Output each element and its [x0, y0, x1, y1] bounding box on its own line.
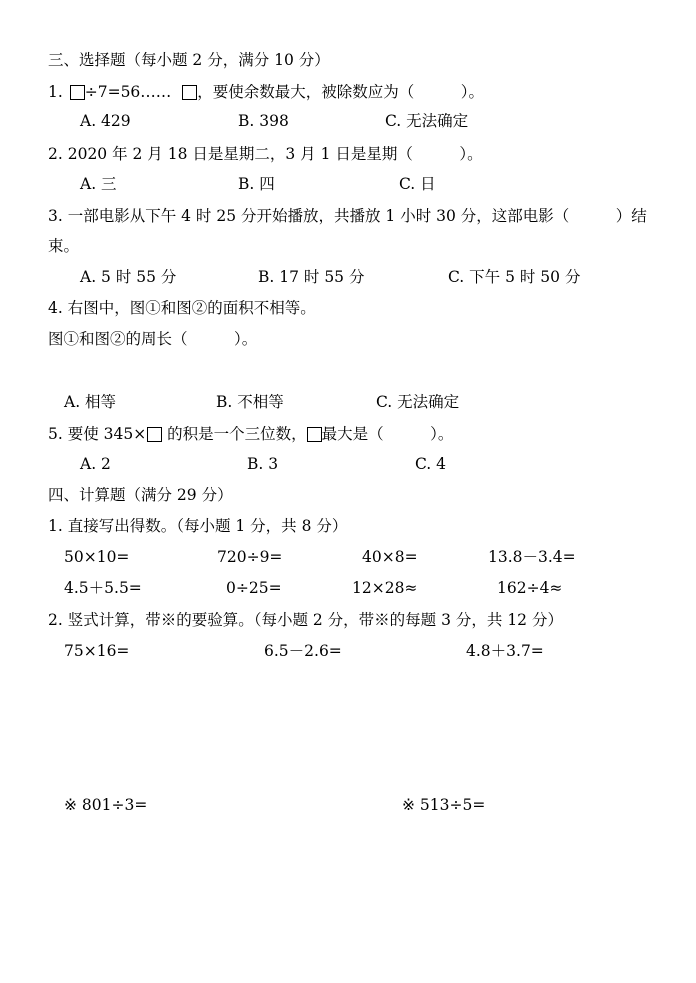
question-5 [48, 424, 453, 444]
answer-box[interactable] [182, 85, 197, 100]
question-4-option-c[interactable]: C. 无法确定 [376, 393, 460, 411]
vertical-calc-item: 75×16= [64, 642, 130, 660]
section4-part2-title: 2. 竖式计算，带※的要验算。（每小题 2 分，带※的每题 3 分，共 12 分） [48, 611, 563, 629]
calc-item: 12×28≈ [352, 579, 418, 597]
calc-item: 50×10= [64, 548, 130, 566]
question-1-text-b: ，要使余数最大，被除数应为（ ）。 [197, 83, 484, 101]
question-3-text-line1: 3. 一部电影从下午 4 时 25 分开始播放，共播放 1 小时 30 分，这部电影（ ）结 [48, 207, 647, 225]
calc-item: 4.5＋5.5= [64, 579, 142, 597]
question-5-text-a: 5. 要使 345× [48, 425, 147, 443]
calc-item: 720÷9= [217, 548, 283, 566]
question-4-option-b[interactable]: B. 不相等 [216, 393, 284, 411]
calc-item: 0÷25= [226, 579, 282, 597]
calc-item: 162÷4≈ [497, 579, 563, 597]
question-3-text-line2: 束。 [48, 237, 80, 255]
vertical-calc-item: 4.8＋3.7= [466, 642, 544, 660]
calc-item: 13.8－3.4= [488, 548, 576, 566]
question-5-text-b: 的积是一个三位数， [162, 425, 307, 443]
question-2-text: 2. 2020 年 2 月 18 日是星期二，3 月 1 日是星期（ ）。 [48, 145, 483, 163]
question-3-option-a[interactable]: A. 5 时 55 分 [80, 268, 177, 286]
question-5-option-b[interactable]: B. 3 [247, 455, 279, 473]
question-3-option-b[interactable]: B. 17 时 55 分 [258, 268, 365, 286]
calc-item: 40×8= [362, 548, 418, 566]
question-2-option-b[interactable]: B. 四 [238, 175, 275, 193]
section3-title: 三、选择题（每小题 2 分，满分 10 分） [48, 51, 330, 69]
question-5-option-a[interactable]: A. 2 [80, 455, 111, 473]
question-4-option-a[interactable]: A. 相等 [64, 393, 117, 411]
question-4-text-line1: 4. 右图中，图①和图②的面积不相等。 [48, 299, 316, 317]
question-2-option-c[interactable]: C. 日 [399, 175, 436, 193]
question-5-option-c[interactable]: C. 4 [415, 455, 447, 473]
question-5-text-c: 最大是（ ）。 [321, 425, 454, 443]
question-4-text-line2: 图①和图②的周长（ ）。 [48, 330, 258, 348]
question-1-option-c[interactable]: C. 无法确定 [385, 112, 469, 130]
question-1 [48, 82, 484, 102]
vertical-calc-item-verify: ※ 513÷5= [402, 796, 486, 814]
question-1-option-a[interactable]: A. 429 [80, 112, 131, 130]
section4-part1-title: 1. 直接写出得数。（每小题 1 分，共 8 分） [48, 517, 348, 535]
vertical-calc-item-verify: ※ 801÷3= [64, 796, 148, 814]
section4-title: 四、计算题（满分 29 分） [48, 486, 233, 504]
question-3-option-c[interactable]: C. 下午 5 时 50 分 [448, 268, 581, 286]
question-1-text-a: ÷7=56…… [84, 83, 172, 101]
answer-box[interactable] [70, 85, 85, 100]
vertical-calc-item: 6.5－2.6= [264, 642, 342, 660]
answer-box[interactable] [147, 427, 162, 442]
answer-box[interactable] [307, 427, 322, 442]
question-1-option-b[interactable]: B. 398 [238, 112, 289, 130]
question-2-option-a[interactable]: A. 三 [80, 175, 117, 193]
question-1-number: 1. [48, 83, 63, 101]
